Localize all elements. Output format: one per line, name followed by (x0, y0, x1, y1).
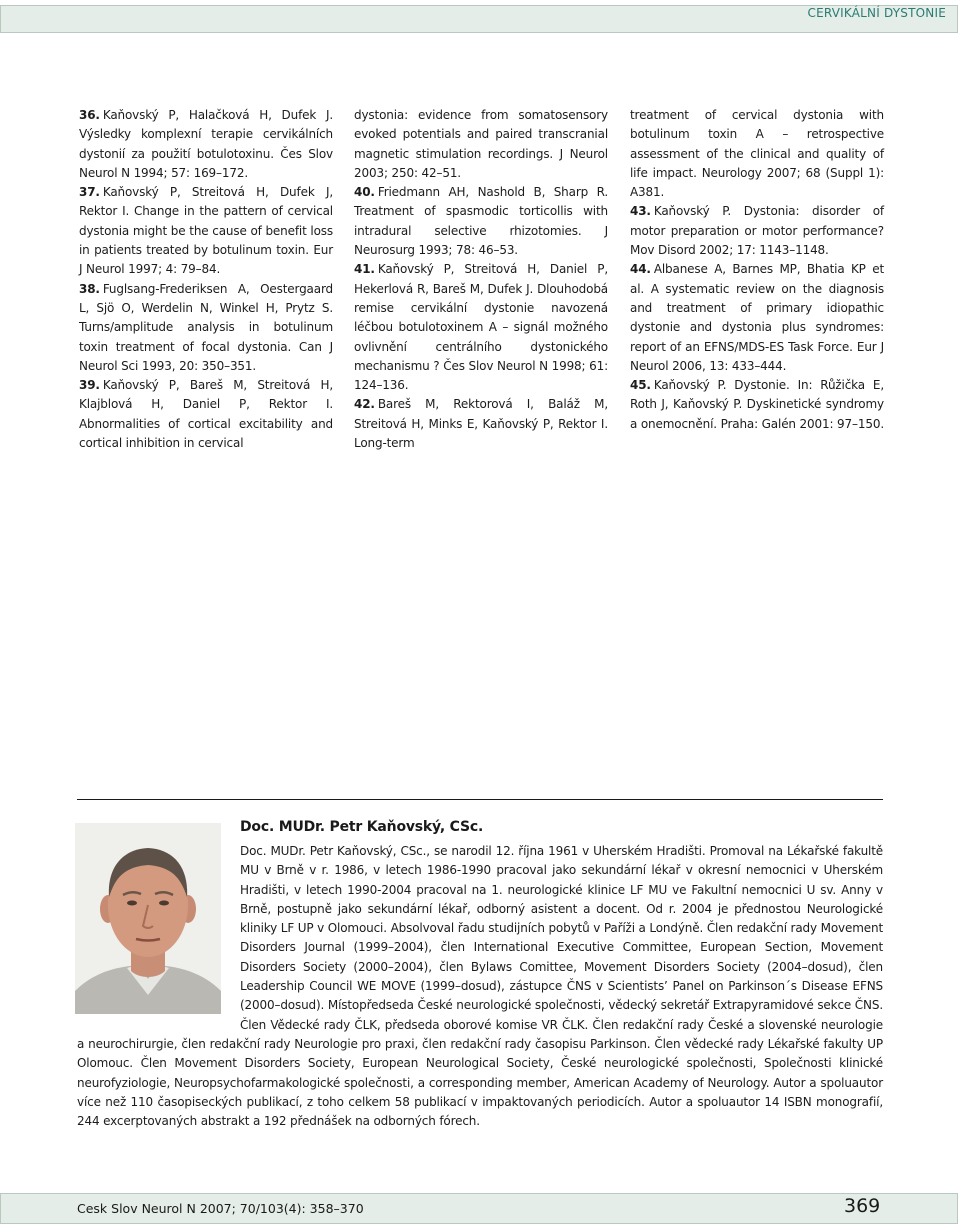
reference-entry (354, 183, 608, 260)
reference-number: 36. (79, 108, 100, 122)
reference-number: 39. (79, 378, 100, 393)
reference-text: Fuglsang-Frederiksen A, Oestergaard L, Sjö O, Werdelin N, Winkel H, Prytz S. Turns/amplitude analysis in botulinum toxin treatment of focal dystonia. Can J Neurol Sci 1993, 20: 350–351. (79, 281, 333, 373)
reference-number: 38. (79, 281, 100, 296)
reference-entry (354, 260, 608, 395)
reference-text: Kaňovský P. Dystonia: disorder of motor preparation or motor performance? Mov Disord 2002; 17: 1143–1148. (630, 204, 884, 258)
journal-section-title: CERVIKÁLNÍ DYSTONIE (807, 6, 946, 20)
reference-text: Kaňovský P, Streitová H, Daniel P, Hekerlová R, Bareš M, Dufek J. Dlouhodobá remise cervikální dystonie navozená léčbou botulotoxinem A – signál možného ovlivnění centrálního dystonického mechanismu ? Čes Slov Neurol N 1998; 61: 124–136. (354, 262, 608, 393)
reference-text: Kaňovský P, Bareš M, Streitová H, Klajblová H, Daniel P, Rektor I. Abnormalities of cortical excitability and cortical inhibition in cervical (79, 378, 333, 451)
reference-number: 37. (79, 185, 100, 200)
portrait-spacer (77, 842, 240, 1031)
reference-text: Albanese A, Barnes MP, Bhatia KP et al. A systematic review on the diagnosis and treatment of primary idiopathic dystonie and dystonia plus syndromes: report of an EFNS/MDS-ES Task Force. Eur J Neurol 2006, 13: 433–444. (630, 262, 884, 373)
reference-number: 45. (630, 378, 651, 393)
author-biography (77, 842, 883, 1131)
reference-text: treatment of cervical dystonia with botulinum toxin A – retrospective assessment of the clinical and quality of life impact. Neurology 2007; 68 (Suppl 1): A381. (630, 108, 884, 200)
reference-number: 41. (354, 262, 375, 277)
page-number: 369 (844, 1195, 881, 1217)
reference-number: 40. (354, 185, 375, 200)
references-column-1 (79, 106, 333, 453)
reference-text: Kaňovský P, Streitová H, Dufek J, Rektor I. Change in the pattern of cervical dystonia might be the cause of benefit loss in patients treated by botulinum toxin. Eur J Neurol 1997; 4: 79–84. (79, 185, 333, 277)
reference-text: Kaňovský P, Halačková H, Dufek J. Výsledky komplexní terapie cervikálních dystonií za použití botulotoxinu. Čes Slov Neurol N 1994; 57: 169–172. (79, 108, 333, 180)
reference-text: Friedmann AH, Nashold B, Sharp R. Treatment of spasmodic torticollis with intradural selective rhizotomies. J Neurosurg 1993; 78: 46–53. (354, 185, 608, 258)
reference-entry (79, 376, 333, 453)
reference-entry (354, 395, 608, 453)
bio-divider (77, 799, 883, 800)
reference-entry (79, 280, 333, 376)
reference-number: 42. (354, 397, 375, 412)
references-column-3 (630, 106, 884, 434)
reference-entry (79, 106, 333, 183)
reference-text: Kaňovský P. Dystonie. In: Růžička E, Roth J, Kaňovský P. Dyskinetické syndromy a onemocnění. Praha: Galén 2001: 97–150. (630, 378, 884, 431)
reference-entry (354, 106, 608, 183)
reference-entry (630, 260, 884, 376)
journal-citation: Cesk Slov Neurol N 2007; 70/103(4): 358–370 (77, 1201, 364, 1216)
biography-text: Doc. MUDr. Petr Kaňovský, CSc., se narodil 12. října 1961 v Uherském Hradišti. Promoval na Lékařské fakultě MU v Brně v r. 1986, v letech 1986-1990 pracoval jako sekundární lékař v okresní nemocnici v Uherském Hradišti, v letech 1990-2004 pracoval na 1. neurologické klinice LF MU ve Fakultní nemocnici U sv. Anny v Brně, postupně jako sekundární lékař, odborný asistent a docent. Od r. 2004 je přednostou Neurologické kliniky LF UP v Olomouci. Absolvoval řadu studijních pobytů v Paříži a Londýně. Člen redakční rady Movement Disorders Journal (1999–2004), člen International Executive Committee, European Section, Movement Disorders Society (2000–2004), člen Bylaws Comittee, Movement Disorders Society (2004–dosud), člen Leadership Council WE MOVE (1999–dosud), zástupce ČNS v Scientists’ Panel on Parkinson´s Disease EFNS (2000–dosud). Místopředseda České neurologické společnosti, vědecký sekretář Extrapyramidové sekce ČNS. Člen Vědecké rady ČLK, předseda oborové komise VR ČLK. Člen redakční rady České a slovenské neurologie a neurochirurgie, člen redakční rady Neurologie pro praxi, člen redakční rady časopisu Parkinson. Člen vědecké rady Lékařské fakulty UP Olomouc. Člen Movement Disorders Society, European Neurological Society, České neurologické společnosti, Společnosti klinické neurofyziologie, Neuropsychofarmakologické společnosti, a corresponding member, American Academy of Neurology. Autor a spoluautor více než 110 časopiseckých publikací, z toho celkem 58 publikací v impaktovaných periodicích. Autor a spoluautor 14 ISBN monografií, 244 excerptovaných abstrakt a 192 přednášek na odborných fórech. (77, 844, 883, 1129)
reference-entry (79, 183, 333, 279)
reference-number: 44. (630, 262, 651, 277)
reference-text: Bareš M, Rektorová I, Baláž M, Streitová H, Minks E, Kaňovský P, Rektor I. Long-term (354, 397, 608, 451)
author-name: Doc. MUDr. Petr Kaňovský, CSc. (240, 819, 484, 835)
reference-text: dystonia: evidence from somatosensory evoked potentials and paired transcranial magnetic stimulation recordings. J Neurol 2003; 250: 42–51. (354, 108, 608, 180)
reference-entry (630, 376, 884, 434)
reference-entry (630, 202, 884, 260)
reference-number: 43. (630, 204, 651, 219)
reference-entry (630, 106, 884, 202)
references-column-2 (354, 106, 608, 453)
